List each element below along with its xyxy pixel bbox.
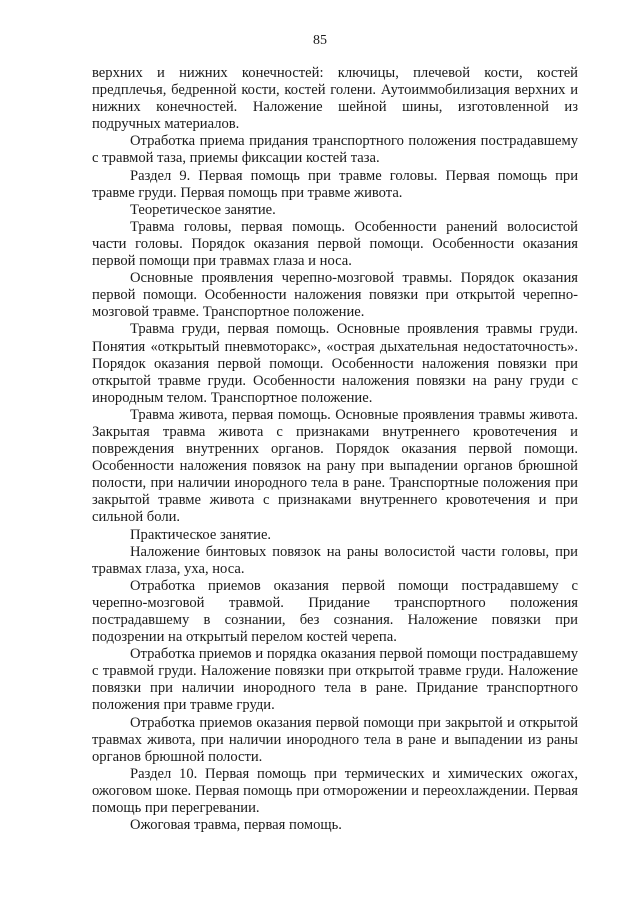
section-9-heading: Раздел 9. Первая помощь при травме головы. Первая помощь при травме груди. Первая помощь при травме живота. bbox=[92, 167, 578, 201]
page-number: 85 bbox=[313, 33, 327, 48]
paragraph-burn-trauma: Ожоговая травма, первая помощь. bbox=[130, 817, 342, 834]
paragraph-abdominal-practice: Отработка приемов оказания первой помощи при закрытой и открытой травмах живота, при наличии инородного тела в ране и выпадении из раны органов брюшной полости. bbox=[92, 714, 578, 765]
paragraph-chest-practice: Отработка приемов и порядка оказания первой помощи пострадавшему с травмой груди. Наложение повязки при открытой травме груди. Наложение повязки при наличии инородного тела в ране. Придание транспортного положения при травме груди. bbox=[92, 646, 578, 714]
paragraph-abdominal-trauma: Травма живота, первая помощь. Основные проявления травмы живота. Закрытая травма живота с признаками внутреннего кровотечения и повреждения внутренних органов. Порядок оказания первой помощи. Особенности наложения повязок на рану при выпадении органов брюшной полости, при наличии инородного тела в ране. Транспортные положения при закрытой травме живота с признаками внутреннего кровотечения и при сильной боли. bbox=[92, 406, 578, 526]
paragraph-brain-injury-practice: Отработка приемов оказания первой помощи пострадавшему с черепно-мозговой травмой. Придание транспортного положения пострадавшему в сознании, без сознания. Наложение повязки при подозрении на открытый перелом костей черепа. bbox=[92, 577, 578, 646]
paragraph-head-bandages: Наложение бинтовых повязок на раны волосистой части головы, при травмах глаза, уха, носа. bbox=[92, 543, 578, 577]
paragraph-head-trauma: Травма головы, первая помощь. Особенности ранений волосистой части головы. Порядок оказания первой помощи. Особенности оказания первой помощи при травмах глаза и носа. bbox=[92, 218, 578, 270]
paragraph-limb-immobilization: верхних и нижних конечностей: ключицы, плечевой кости, костей предплечья, бедренной кости, костей голени. Аутоиммобилизация верхних и нижних конечностей. Наложение шейной шины, изготовленной из подручных материалов. bbox=[92, 65, 578, 133]
paragraph-chest-trauma: Травма груди, первая помощь. Основные проявления травмы груди. Понятия «открытый пневмоторакс», «острая дыхательная недостаточность». Порядок оказания первой помощи. Особенности наложения повязки при открытой травме груди. Особенности наложения повязки на рану груди с инородным телом. Транспортное положение. bbox=[92, 321, 578, 406]
theory-label: Теоретическое занятие. bbox=[130, 201, 276, 218]
paragraph-pelvis-transport: Отработка приема придания транспортного положения пострадавшему с травмой таза, приемы фиксации костей таза. bbox=[92, 133, 578, 167]
practice-label: Практическое занятие. bbox=[130, 526, 272, 543]
paragraph-brain-injury: Основные проявления черепно-мозговой травмы. Порядок оказания первой помощи. Особенности наложения повязки при открытой черепно-мозговой травме. Транспортное положение. bbox=[92, 270, 578, 321]
document-body bbox=[92, 65, 578, 834]
section-10-heading: Раздел 10. Первая помощь при термических и химических ожогах, ожоговом шоке. Первая помощь при отморожении и переохлаждении. Первая помощь при перегревании. bbox=[92, 765, 578, 817]
